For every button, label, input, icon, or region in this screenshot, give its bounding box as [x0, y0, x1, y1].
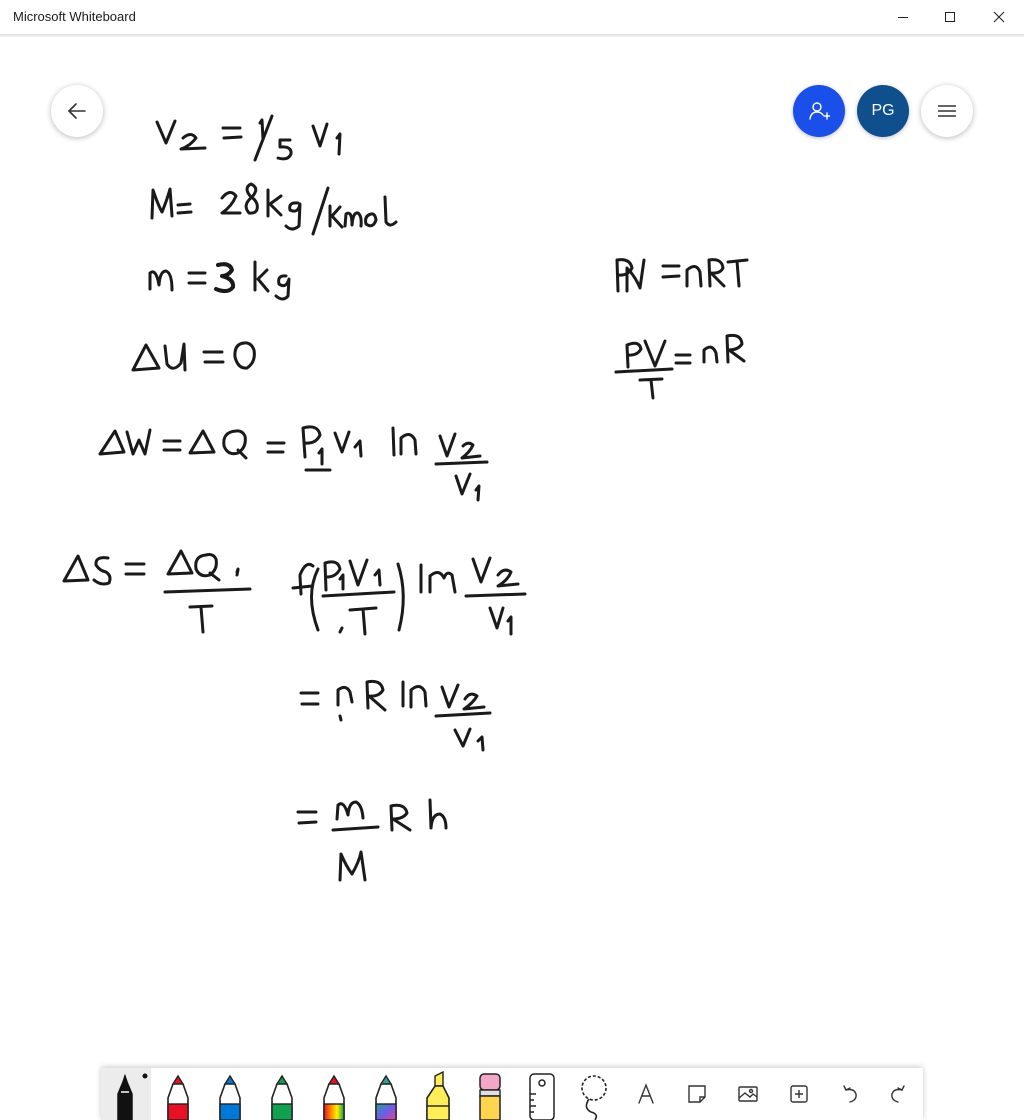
redo-icon — [886, 1082, 910, 1106]
avatar-initials: PG — [871, 102, 895, 119]
ink-line-mass — [150, 262, 289, 299]
tool-undo[interactable] — [825, 1068, 875, 1120]
green-pen-icon — [257, 1068, 307, 1120]
close-button[interactable] — [976, 0, 1022, 34]
tool-highlighter[interactable] — [413, 1068, 463, 1120]
ink-line-delta-u — [133, 343, 254, 370]
tool-galaxy-pen[interactable] — [361, 1068, 411, 1120]
minimize-button[interactable] — [880, 0, 926, 34]
galaxy-pen-icon — [361, 1068, 411, 1120]
tool-redo[interactable] — [873, 1068, 923, 1120]
pen-toolbar — [101, 1068, 923, 1120]
tool-eraser[interactable] — [465, 1068, 515, 1120]
maximize-icon — [944, 11, 956, 23]
add-box-icon — [787, 1082, 811, 1106]
lasso-icon — [569, 1068, 619, 1120]
tool-blue-pen[interactable] — [205, 1068, 255, 1120]
tool-ruler[interactable] — [517, 1068, 567, 1120]
red-pen-icon — [153, 1068, 203, 1120]
ruler-icon — [517, 1068, 567, 1120]
ink-line-nr-ln — [301, 681, 490, 750]
tool-text[interactable] — [621, 1068, 671, 1120]
maximize-button[interactable] — [927, 0, 973, 34]
tool-green-pen[interactable] — [257, 1068, 307, 1120]
black-pen-icon — [101, 1068, 151, 1120]
sticky-note-icon — [685, 1082, 709, 1106]
whiteboard-canvas[interactable] — [0, 37, 1024, 1067]
app-title: Microsoft Whiteboard — [13, 9, 136, 24]
rainbow-pen-icon — [309, 1068, 359, 1120]
blue-pen-icon — [205, 1068, 255, 1120]
ink-line-entropy — [64, 551, 525, 634]
ink-line-v2 — [157, 116, 340, 160]
tool-lasso[interactable] — [569, 1068, 619, 1120]
tool-black-pen[interactable] — [101, 1068, 151, 1120]
add-person-icon — [808, 100, 830, 122]
image-icon — [736, 1082, 760, 1106]
invite-button[interactable] — [793, 85, 845, 137]
arrow-left-icon — [66, 100, 88, 122]
ink-line-work-heat — [100, 427, 487, 500]
close-icon — [993, 11, 1005, 23]
title-bar — [0, 0, 1024, 34]
undo-icon — [838, 1082, 862, 1106]
ink-line-gas-constant — [616, 335, 744, 398]
highlighter-icon — [413, 1068, 463, 1120]
ink-line-molar-mass — [152, 184, 396, 234]
tool-image[interactable] — [723, 1068, 773, 1120]
ink-line-m-over-mm — [298, 800, 446, 880]
tool-rainbow-pen[interactable] — [309, 1068, 359, 1120]
tool-note[interactable] — [672, 1068, 722, 1120]
handwritten-ink — [0, 37, 1024, 1067]
menu-button[interactable] — [921, 85, 973, 137]
minimize-icon — [897, 11, 909, 23]
tool-red-pen[interactable] — [153, 1068, 203, 1120]
back-button[interactable] — [51, 85, 103, 137]
tool-insert[interactable] — [774, 1068, 824, 1120]
ink-line-ideal-gas — [617, 260, 747, 291]
avatar[interactable] — [857, 85, 909, 137]
text-icon — [634, 1082, 658, 1106]
eraser-icon — [465, 1068, 515, 1120]
hamburger-icon — [937, 104, 957, 118]
